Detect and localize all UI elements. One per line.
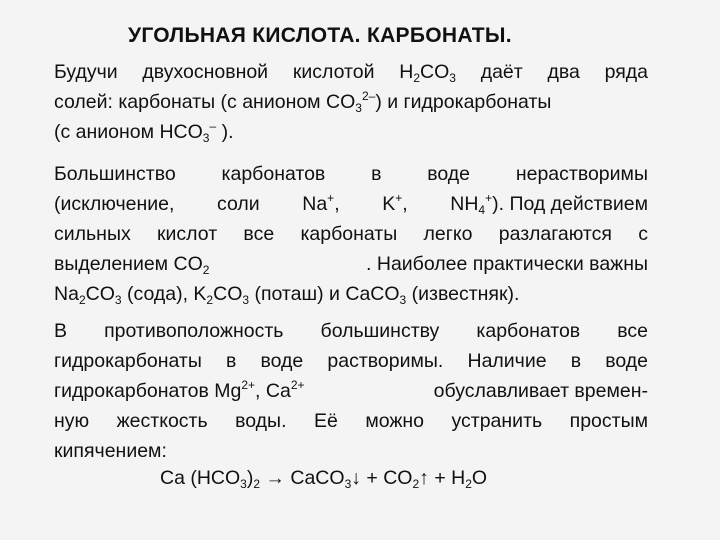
text-line: кипячением: <box>54 440 167 462</box>
formula-h2co3: $H_2CO_3$ <box>399 61 456 85</box>
paragraph-hydrocarbonates <box>54 316 648 466</box>
text-line: (исключение, соли Na+, K+, $NH_4^+$). Под действием <box>54 191 648 217</box>
text-line: гидрокарбонаты в воде растворимы. Наличие в воде <box>54 350 648 372</box>
text-line: В противоположность большинству карбонатов все <box>54 320 648 342</box>
text-line: гидрокарбонатов $Mg^{2+}$, $Ca^{2+}$ обуславливает времен- <box>54 378 648 402</box>
text-line: ную жесткость воды. Её можно устранить простым <box>54 410 648 432</box>
paragraph-carbonic-acid <box>54 57 648 147</box>
paragraph-carbonates-solubility <box>54 159 648 309</box>
text-line: (с анионом $HCO_3^-$ ). <box>54 119 234 145</box>
text-line: солей: карбонаты (с анионом $CO_3^{2-}$) и гидрокарбонаты <box>54 89 552 115</box>
text-line: сильных кислот все карбонаты легко разлагаются с <box>54 223 648 245</box>
reaction-equation: Ca $(HCO_3)_2$ → CaCO$_3$↓ + $CO_2↑ + H_2O$ <box>160 467 488 491</box>
slide-title: УГОЛЬНАЯ КИСЛОТА. КАРБОНАТЫ. <box>128 24 512 47</box>
text-line: $Na_2CO_3$ (сода), $K_2CO_3$ (поташ) и CaCO$_3$ (известняк). <box>54 283 520 307</box>
text-line: выделением $CO_2$ . Наиболее практически важны <box>54 253 648 277</box>
text-line: Будучи двухосновной кислотой $H_2CO_3$ даёт два ряда <box>54 57 648 87</box>
text-line: Большинство карбонатов в воде нерастворимы <box>54 163 648 185</box>
